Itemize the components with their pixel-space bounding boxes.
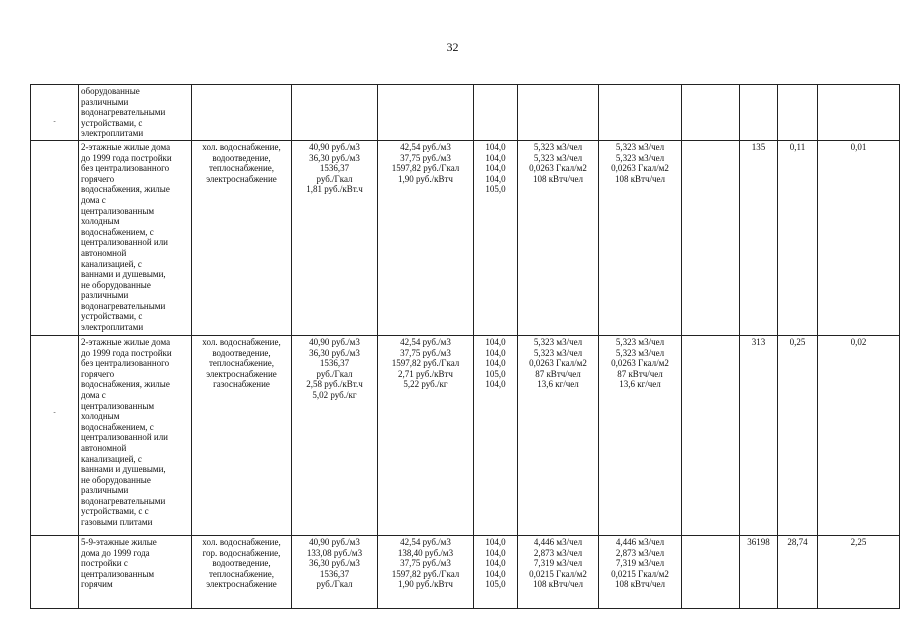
house-type-cell-line: централизованной или: [81, 432, 169, 443]
tariffs-new-cell: [378, 535, 474, 608]
services-cell-line: водоотведение,: [212, 152, 271, 163]
house-type-cell-line: централизованной или: [81, 237, 169, 248]
house-type-cell-line: централизованным: [81, 400, 155, 411]
services-cell-line: газоснабжение: [213, 379, 270, 390]
col11-cell: [818, 535, 900, 608]
norm-new-cell-line: 2,873 м3/чел: [615, 547, 665, 558]
tariffs-new-cell-line: 1,90 руб./кВтч: [398, 579, 453, 590]
tariffs-new-cell: [378, 85, 474, 141]
tariffs-new-cell-line: 42,54 руб./м3: [400, 141, 451, 152]
house-type-cell-line: ваннами и душевыми,: [81, 464, 166, 475]
services-cell-line: электроснабжение: [206, 579, 277, 590]
norm-cell-line: 108 кВтч/чел: [532, 173, 584, 184]
norm-new-cell-line: 108 кВтч/чел: [614, 579, 666, 590]
col11-cell-value: 2,25: [850, 536, 867, 547]
services-cell: [192, 140, 292, 335]
norm-new-cell-line: 108 кВтч/чел: [614, 173, 666, 184]
tariffs-new-cell-line: 37,75 руб./м3: [400, 347, 451, 358]
tariff-table: [30, 84, 900, 609]
house-type-cell: [79, 535, 192, 608]
col8-cell: [682, 140, 740, 335]
norm-new-cell: [599, 85, 682, 141]
row-mark: -: [53, 117, 56, 125]
index-cell: [474, 85, 518, 141]
house-type-cell-line: без централизованного: [81, 163, 170, 174]
norm-cell: [518, 140, 599, 335]
house-type-cell-line: электроплитами: [81, 128, 144, 139]
house-type-cell-line: газовыми плитами: [81, 517, 153, 528]
house-type-cell-line: до 1999 года постройки: [81, 152, 172, 163]
tariffs-new-cell-line: 1597,82 руб./Гкал: [391, 163, 460, 174]
index-cell-line: 104,0: [485, 568, 506, 579]
house-type-cell-line: без централизованного: [81, 358, 170, 369]
tariffs-cell-line: 36,30 руб./м3: [309, 558, 360, 569]
house-type-cell-line: горячего: [81, 173, 115, 184]
tariffs-cell-line: 133,08 руб./м3: [306, 547, 363, 558]
tariffs-new-cell-line: 1597,82 руб./Гкал: [391, 358, 460, 369]
col9-cell-value: 135: [751, 141, 766, 152]
services-cell-line: хол. водоснабжение,: [202, 336, 281, 347]
house-type-cell-line: холодным: [81, 216, 120, 227]
norm-cell-line: 4,446 м3/чел: [533, 536, 583, 547]
house-type-cell-line: 2-этажные жилые дома: [81, 141, 171, 152]
tariffs-cell: [292, 335, 378, 535]
index-cell: [474, 140, 518, 335]
house-type-cell-line: горячим: [81, 579, 113, 590]
norm-new-cell-line: 5,323 м3/чел: [615, 152, 665, 163]
tariffs-cell-line: 40,90 руб./м3: [309, 536, 360, 547]
col8-cell: [682, 535, 740, 608]
norm-cell-line: 0,0263 Гкал/м2: [529, 163, 587, 174]
norm-cell-line: 0,0263 Гкал/м2: [529, 358, 587, 369]
tariffs-new-cell-line: 1597,82 руб./Гкал: [391, 568, 460, 579]
house-type-cell-line: различными: [81, 290, 129, 301]
norm-cell: [518, 85, 599, 141]
house-type-cell-line: водоснабжением, с: [81, 421, 154, 432]
services-cell-line: электроснабжение: [206, 368, 277, 379]
index-cell-line: 104,0: [485, 558, 506, 569]
table-row: [31, 535, 900, 608]
index-cell-line: 104,0: [485, 163, 506, 174]
house-type-cell-line: водоснабжением, с: [81, 226, 154, 237]
house-type-cell-line: холодным: [81, 411, 120, 422]
services-cell-line: водоотведение,: [212, 558, 271, 569]
tariffs-cell: [292, 535, 378, 608]
house-type-cell-line: водонагревательными: [81, 300, 166, 311]
house-type-cell-line: водонагревательными: [81, 107, 166, 118]
house-type-cell-line: дома до 1999 года: [81, 547, 150, 558]
norm-cell-line: 2,873 м3/чел: [533, 547, 583, 558]
index-cell-line: 104,0: [485, 336, 506, 347]
index-cell-line: 104,0: [485, 547, 506, 558]
col10-cell-value: 0,11: [789, 141, 806, 152]
col10-cell: [778, 535, 818, 608]
col9-cell: [740, 535, 778, 608]
tariffs-cell-line: 1536,37: [319, 358, 350, 369]
col11-cell-value: 0,02: [850, 336, 867, 347]
norm-cell: [518, 335, 599, 535]
index-cell: [474, 535, 518, 608]
house-type-cell-line: 5-9-этажные жилые: [81, 536, 157, 547]
house-type-cell-line: устройствами, с: [81, 311, 143, 322]
house-type-cell-line: централизованным: [81, 205, 155, 216]
index-cell-line: 105,0: [485, 579, 506, 590]
norm-new-cell-line: 0,0263 Гкал/м2: [611, 163, 669, 174]
index-cell: [474, 335, 518, 535]
row-mark-cell: [31, 85, 79, 141]
table-row: [31, 85, 900, 141]
norm-new-cell: [599, 335, 682, 535]
row-mark: -: [53, 407, 56, 416]
norm-new-cell-line: 7,319 м3/чел: [615, 558, 665, 569]
index-cell-line: 104,0: [485, 358, 506, 369]
house-type-cell-line: ваннами и душевыми,: [81, 269, 166, 280]
col10-cell: [778, 335, 818, 535]
index-cell-line: 104,0: [485, 379, 506, 390]
services-cell-line: хол. водоснабжение,: [202, 536, 281, 547]
col9-cell: [740, 335, 778, 535]
row-mark-cell: [31, 140, 79, 335]
table-row: [31, 140, 900, 335]
norm-cell-line: 5,323 м3/чел: [533, 152, 583, 163]
services-cell-line: теплоснабжение,: [208, 163, 275, 174]
house-type-cell-line: автономной: [81, 442, 127, 453]
house-type-cell-line: водоснабжения, жилые: [81, 184, 170, 195]
col9-cell: [740, 85, 778, 141]
tariffs-cell-line: 1536,37: [319, 568, 350, 579]
services-cell-line: хол. водоснабжение,: [202, 141, 281, 152]
tariffs-new-cell-line: 2,71 руб./кВтч: [398, 368, 453, 379]
services-cell-line: гор. водоснабжение,: [202, 547, 281, 558]
col10-cell-value: 28,74: [787, 536, 808, 547]
house-type-cell-line: горячего: [81, 368, 115, 379]
col11-cell: [818, 140, 900, 335]
col9-cell-value: 36198: [747, 536, 770, 547]
col10-cell: [778, 140, 818, 335]
tariffs-new-cell-line: 42,54 руб./м3: [400, 336, 451, 347]
tariffs-new-cell-line: 37,75 руб./м3: [400, 152, 451, 163]
house-type-cell: [79, 335, 192, 535]
tariffs-cell-line: 1536,37: [319, 163, 350, 174]
house-type-cell-line: автономной: [81, 247, 127, 258]
services-cell-line: электроснабжение: [206, 173, 277, 184]
tariffs-cell-line: 40,90 руб./м3: [309, 336, 360, 347]
norm-cell-line: 108 кВтч/чел: [532, 579, 584, 590]
tariffs-cell-line: руб./Гкал: [316, 173, 353, 184]
col11-cell-value: 0,01: [850, 141, 867, 152]
norm-cell-line: 0,0215 Гкал/м2: [529, 568, 587, 579]
tariffs-cell-line: 36,30 руб./м3: [309, 347, 360, 358]
norm-new-cell-line: 0,0263 Гкал/м2: [611, 358, 669, 369]
index-cell-line: 104,0: [485, 141, 506, 152]
tariffs-new-cell-line: 138,40 руб./м3: [397, 547, 454, 558]
norm-new-cell-line: 4,446 м3/чел: [615, 536, 665, 547]
norm-cell-line: 5,323 м3/чел: [533, 347, 583, 358]
table-row: [31, 335, 900, 535]
col10-cell: [778, 85, 818, 141]
col11-cell: [818, 85, 900, 141]
house-type-cell-line: дома с: [81, 194, 106, 205]
index-cell-line: 104,0: [485, 152, 506, 163]
tariffs-new-cell-line: 42,54 руб./м3: [400, 536, 451, 547]
index-cell-line: 105,0: [485, 368, 506, 379]
index-cell-line: 104,0: [485, 173, 506, 184]
norm-cell-line: 87 кВтч/чел: [535, 368, 581, 379]
col9-cell: [740, 140, 778, 335]
norm-cell-line: 13,6 кг/чел: [537, 379, 579, 390]
house-type-cell-line: 2-этажные жилые дома: [81, 336, 171, 347]
tariffs-cell-line: 2,58 руб./кВт.ч: [306, 379, 363, 390]
tariffs-new-cell: [378, 140, 474, 335]
norm-cell-line: 7,319 м3/чел: [533, 558, 583, 569]
tariffs-cell: [292, 140, 378, 335]
house-type-cell: [79, 140, 192, 335]
house-type-cell-line: канализацией, с: [81, 258, 142, 269]
col8-cell: [682, 85, 740, 141]
house-type-cell-line: не оборудованные: [81, 474, 151, 485]
tariffs-cell-line: руб./Гкал: [316, 579, 353, 590]
row-mark-cell: [31, 535, 79, 608]
tariffs-new-cell-line: 1,90 руб./кВтч: [398, 173, 453, 184]
house-type-cell-line: электроплитами: [81, 322, 144, 333]
norm-new-cell-line: 0,0215 Гкал/м2: [611, 568, 669, 579]
norm-new-cell: [599, 535, 682, 608]
house-type-cell-line: устройствами, с: [81, 117, 143, 128]
norm-new-cell-line: 5,323 м3/чел: [615, 336, 665, 347]
house-type-cell-line: постройки с: [81, 558, 128, 569]
services-cell-line: теплоснабжение,: [208, 358, 275, 369]
services-cell: [192, 335, 292, 535]
house-type-cell-line: водонагревательными: [81, 495, 166, 506]
col8-cell: [682, 335, 740, 535]
house-type-cell-line: канализацией, с: [81, 453, 142, 464]
tariffs-cell-line: 1,81 руб./кВт.ч: [306, 184, 363, 195]
house-type-cell-line: различными: [81, 485, 129, 496]
house-type-cell-line: до 1999 года постройки: [81, 347, 172, 358]
norm-new-cell-line: 5,323 м3/чел: [615, 347, 665, 358]
house-type-cell-line: устройствами, с с: [81, 506, 149, 517]
col10-cell-value: 0,25: [789, 336, 806, 347]
index-cell-line: 105,0: [485, 184, 506, 195]
row-mark-cell: [31, 335, 79, 535]
norm-new-cell-line: 87 кВтч/чел: [617, 368, 663, 379]
norm-cell: [518, 535, 599, 608]
services-cell-line: водоотведение,: [212, 347, 271, 358]
tariffs-cell-line: 40,90 руб./м3: [309, 141, 360, 152]
tariffs-new-cell-line: 5,22 руб./кг: [403, 379, 448, 390]
house-type-cell-line: оборудованные: [81, 86, 140, 96]
tariffs-cell-line: руб./Гкал: [316, 368, 353, 379]
norm-new-cell: [599, 140, 682, 335]
col9-cell-value: 313: [751, 336, 766, 347]
services-cell-line: теплоснабжение,: [208, 568, 275, 579]
index-cell-line: 104,0: [485, 347, 506, 358]
norm-cell-line: 5,323 м3/чел: [533, 336, 583, 347]
tariffs-cell-line: 5,02 руб./кг: [312, 389, 357, 400]
index-cell-line: 104,0: [485, 536, 506, 547]
tariffs-cell-line: 36,30 руб./м3: [309, 152, 360, 163]
norm-new-cell-line: 13,6 кг/чел: [619, 379, 661, 390]
house-type-cell-line: различными: [81, 96, 129, 107]
house-type-cell-line: не оборудованные: [81, 279, 151, 290]
tariffs-cell: [292, 85, 378, 141]
house-type-cell-line: дома с: [81, 389, 106, 400]
col11-cell: [818, 335, 900, 535]
services-cell: [192, 535, 292, 608]
house-type-cell-line: централизованным: [81, 568, 155, 579]
house-type-cell-line: водоснабжения, жилые: [81, 379, 170, 390]
norm-cell-line: 5,323 м3/чел: [533, 141, 583, 152]
services-cell: [192, 85, 292, 141]
norm-new-cell-line: 5,323 м3/чел: [615, 141, 665, 152]
house-type-cell: [79, 85, 192, 141]
tariffs-new-cell-line: 37,75 руб./м3: [400, 558, 451, 569]
tariffs-new-cell: [378, 335, 474, 535]
page-number: 32: [446, 40, 459, 54]
